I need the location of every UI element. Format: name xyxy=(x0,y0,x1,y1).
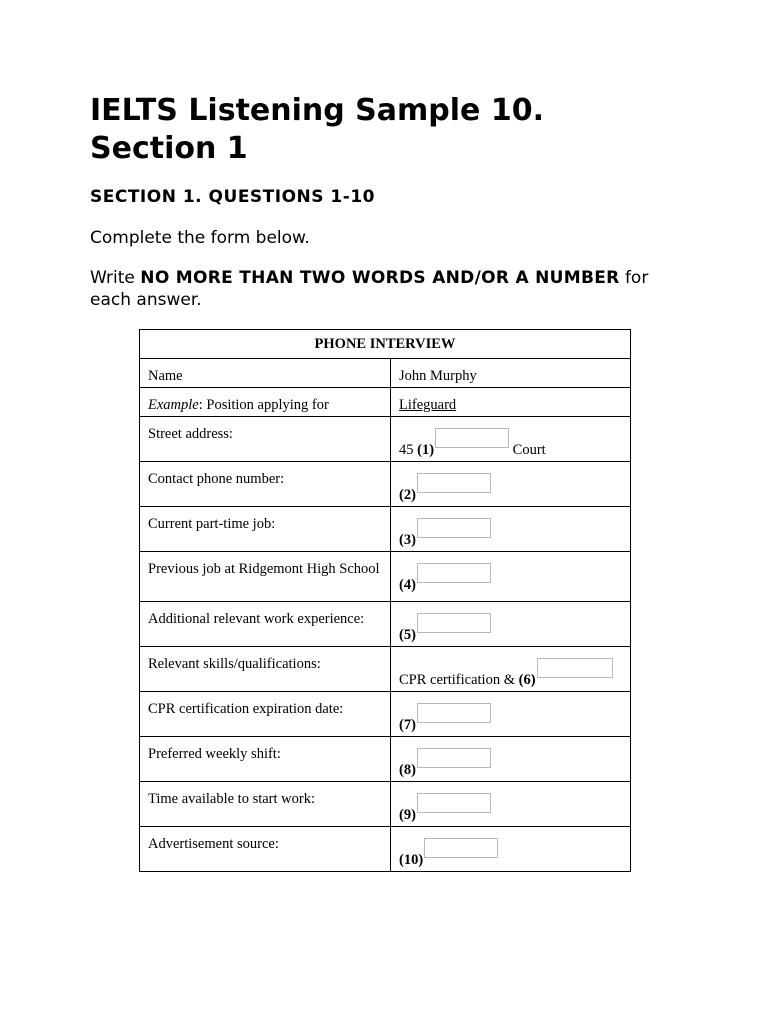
q5-label: Additional relevant work experience: xyxy=(140,602,391,647)
form-row-q7 xyxy=(140,692,631,737)
q6-prefix: CPR certification & xyxy=(399,672,519,688)
name-label: Name xyxy=(140,359,391,388)
form-row-q3 xyxy=(140,507,631,552)
form-row-q9 xyxy=(140,782,631,827)
q7-answer-input[interactable] xyxy=(417,703,491,723)
q7-value xyxy=(391,692,631,737)
q1-label: Street address: xyxy=(140,417,391,462)
q8-label: Preferred weekly shift: xyxy=(140,737,391,782)
q2-answer-input[interactable] xyxy=(417,473,491,493)
q2-number: (2) xyxy=(399,487,416,503)
form-row-q2 xyxy=(140,462,631,507)
q1-number: (1) xyxy=(417,442,435,458)
form-row-example xyxy=(140,388,631,417)
q7-number: (7) xyxy=(399,717,416,733)
form-header-row xyxy=(140,330,631,359)
q6-answer-input[interactable] xyxy=(537,658,613,678)
instruction-bold: NO MORE THAN TWO WORDS AND/OR A NUMBER xyxy=(140,268,620,288)
form-row-q10 xyxy=(140,827,631,872)
q7-label: CPR certification expiration date: xyxy=(140,692,391,737)
q5-answer-input[interactable] xyxy=(417,613,491,633)
q6-label: Relevant skills/qualifications: xyxy=(140,647,391,692)
instruction-prefix: Write xyxy=(90,268,141,288)
title-line-2: Section 1 xyxy=(90,131,248,166)
q9-number: (9) xyxy=(399,807,416,823)
form-row-q8 xyxy=(140,737,631,782)
section-heading: SECTION 1. QUESTIONS 1-10 xyxy=(90,187,375,207)
form-row-q5 xyxy=(140,602,631,647)
q5-number: (5) xyxy=(399,627,416,643)
example-italic: Example xyxy=(148,397,199,413)
q10-label: Advertisement source: xyxy=(140,827,391,872)
q8-value xyxy=(391,737,631,782)
name-value: John Murphy xyxy=(391,359,631,388)
q6-number: (6) xyxy=(518,672,536,688)
form-row-q1 xyxy=(140,417,631,462)
instruction-word-limit xyxy=(90,267,690,311)
q4-value xyxy=(391,552,631,602)
example-answer: Lifeguard xyxy=(399,397,457,413)
q10-value xyxy=(391,827,631,872)
phone-interview-form xyxy=(139,329,631,872)
q4-number: (4) xyxy=(399,577,416,593)
q1-prefix: 45 xyxy=(399,442,418,458)
q9-label: Time available to start work: xyxy=(140,782,391,827)
q1-value xyxy=(391,417,631,462)
q3-label: Current part-time job: xyxy=(140,507,391,552)
q8-answer-input[interactable] xyxy=(417,748,491,768)
q1-answer-input[interactable] xyxy=(435,428,509,448)
title-line-1: IELTS Listening Sample 10. xyxy=(90,93,544,128)
q5-value xyxy=(391,602,631,647)
q8-number: (8) xyxy=(399,762,416,778)
q2-label: Contact phone number: xyxy=(140,462,391,507)
form-row-q4 xyxy=(140,552,631,602)
q10-answer-input[interactable] xyxy=(424,838,498,858)
q3-answer-input[interactable] xyxy=(417,518,491,538)
instruction-suffix: for each answer. xyxy=(90,268,649,310)
q3-value xyxy=(391,507,631,552)
form-header: PHONE INTERVIEW xyxy=(140,330,631,359)
example-label xyxy=(140,388,391,417)
example-value xyxy=(391,388,631,417)
q3-number: (3) xyxy=(399,532,416,548)
q4-label: Previous job at Ridgemont High School xyxy=(140,552,391,602)
q2-value xyxy=(391,462,631,507)
example-label-rest: : Position applying for xyxy=(198,397,329,413)
q1-suffix: Court xyxy=(509,442,546,458)
q9-answer-input[interactable] xyxy=(417,793,491,813)
q4-answer-input[interactable] xyxy=(417,563,491,583)
page-title xyxy=(90,92,710,168)
q10-number: (10) xyxy=(399,852,424,868)
instruction-complete: Complete the form below. xyxy=(90,228,310,248)
q6-value xyxy=(391,647,631,692)
q9-value xyxy=(391,782,631,827)
form-row-name xyxy=(140,359,631,388)
form-row-q6 xyxy=(140,647,631,692)
